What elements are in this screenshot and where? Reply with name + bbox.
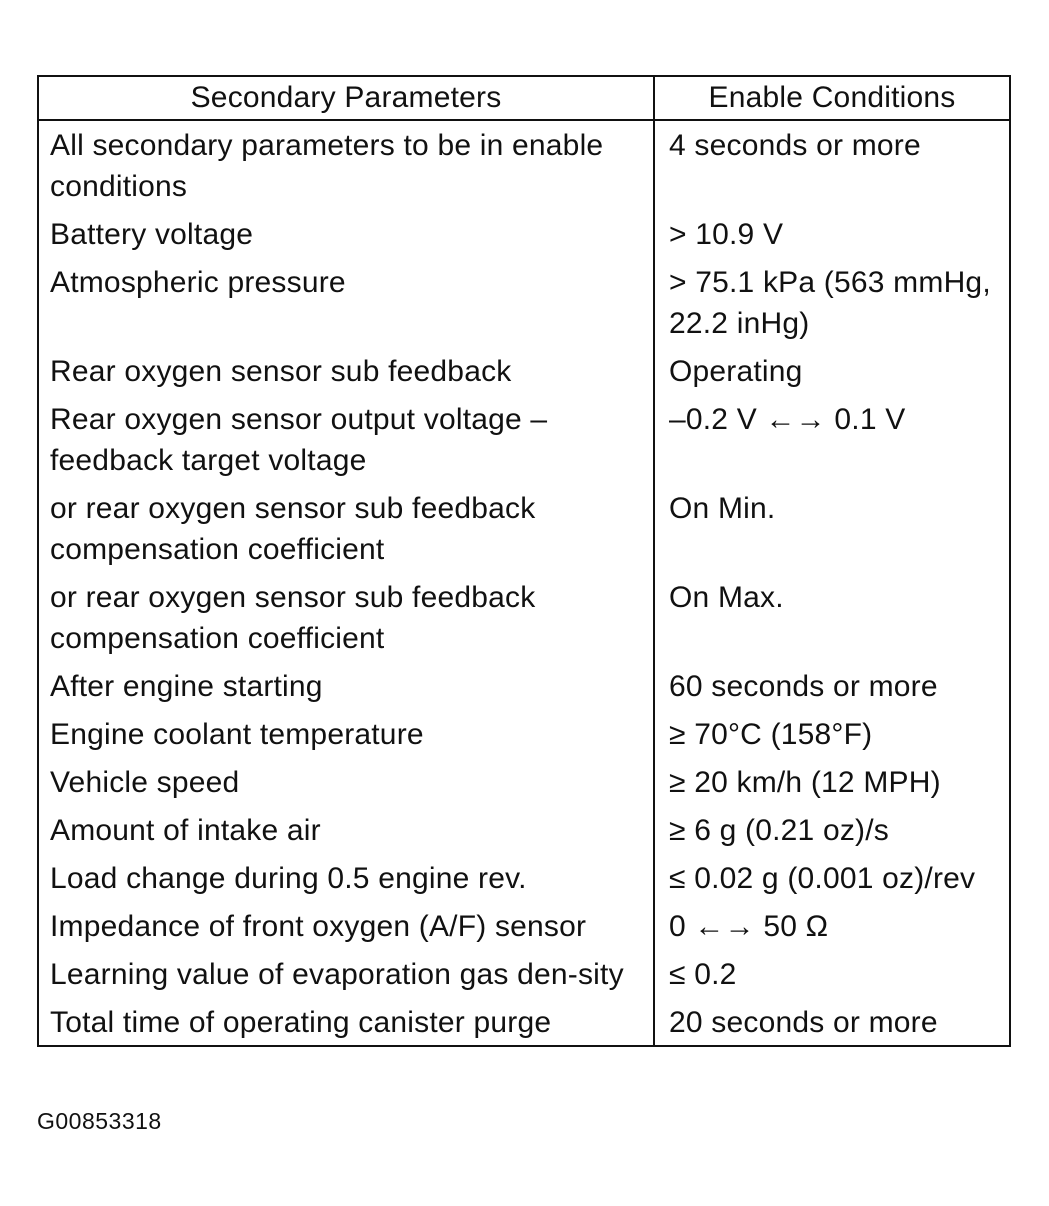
condition-cell: On Min.	[669, 492, 776, 525]
table-row	[39, 485, 1009, 574]
parameter-cell: Engine coolant temperature	[39, 711, 654, 759]
table-row	[39, 259, 1009, 348]
header-enable-conditions: Enable Conditions	[654, 77, 1009, 120]
condition-cell: Operating	[669, 355, 803, 388]
table-row	[39, 574, 1009, 663]
condition-cell: > 75.1 kPa (563 mmHg, 22.2 inHg)	[669, 266, 991, 340]
table-row	[39, 759, 1009, 807]
parameter-cell: Rear oxygen sensor sub feedback	[39, 348, 654, 396]
parameter-cell: Total time of operating canister purge	[39, 999, 654, 1045]
enable-conditions-table	[37, 75, 1011, 1047]
parameter-cell: After engine starting	[39, 663, 654, 711]
table-row	[39, 951, 1009, 999]
table-row	[39, 348, 1009, 396]
figure-id: G00853318	[37, 1108, 162, 1134]
condition-cell: ≤ 0.2	[669, 958, 737, 991]
parameter-cell: Load change during 0.5 engine rev.	[39, 855, 654, 903]
table-row	[39, 120, 1009, 211]
condition-cell: 60 seconds or more	[669, 670, 938, 703]
table-row	[39, 903, 1009, 951]
condition-cell: ≥ 20 km/h (12 MPH)	[669, 766, 941, 799]
condition-cell: ≥ 6 g (0.21 oz)/s	[669, 814, 889, 847]
condition-cell: > 10.9 V	[669, 218, 784, 251]
parameter-cell: Rear oxygen sensor output voltage – feedback target voltage	[39, 396, 654, 485]
table-row	[39, 663, 1009, 711]
parameter-cell: or rear oxygen sensor sub feedback compensation coefficient	[39, 485, 654, 574]
table-row	[39, 807, 1009, 855]
table-row	[39, 711, 1009, 759]
condition-cell: ≤ 0.02 g (0.001 oz)/rev	[669, 862, 976, 895]
parameter-cell: Amount of intake air	[39, 807, 654, 855]
condition-cell: 4 seconds or more	[669, 129, 921, 162]
table-row	[39, 999, 1009, 1045]
table-row	[39, 855, 1009, 903]
parameter-cell: Atmospheric pressure	[39, 259, 654, 348]
conditions-grid	[39, 77, 1009, 1045]
condition-cell: –0.2 V ←→ 0.1 V	[669, 403, 906, 436]
condition-cell: On Max.	[669, 581, 784, 614]
parameter-cell: Battery voltage	[39, 211, 654, 259]
table-row	[39, 396, 1009, 485]
parameter-cell: All secondary parameters to be in enable conditions	[39, 120, 654, 211]
condition-cell: 0 ←→ 50 Ω	[669, 910, 829, 943]
parameter-cell: Impedance of front oxygen (A/F) sensor	[39, 903, 654, 951]
parameter-cell: Learning value of evaporation gas den-sity	[39, 951, 654, 999]
parameter-cell: Vehicle speed	[39, 759, 654, 807]
parameter-cell: or rear oxygen sensor sub feedback compensation coefficient	[39, 574, 654, 663]
table-row	[39, 211, 1009, 259]
condition-cell: 20 seconds or more	[669, 1006, 938, 1039]
header-secondary-parameters: Secondary Parameters	[39, 77, 654, 120]
table-header-row	[39, 77, 1009, 120]
condition-cell: ≥ 70°C (158°F)	[669, 718, 873, 751]
